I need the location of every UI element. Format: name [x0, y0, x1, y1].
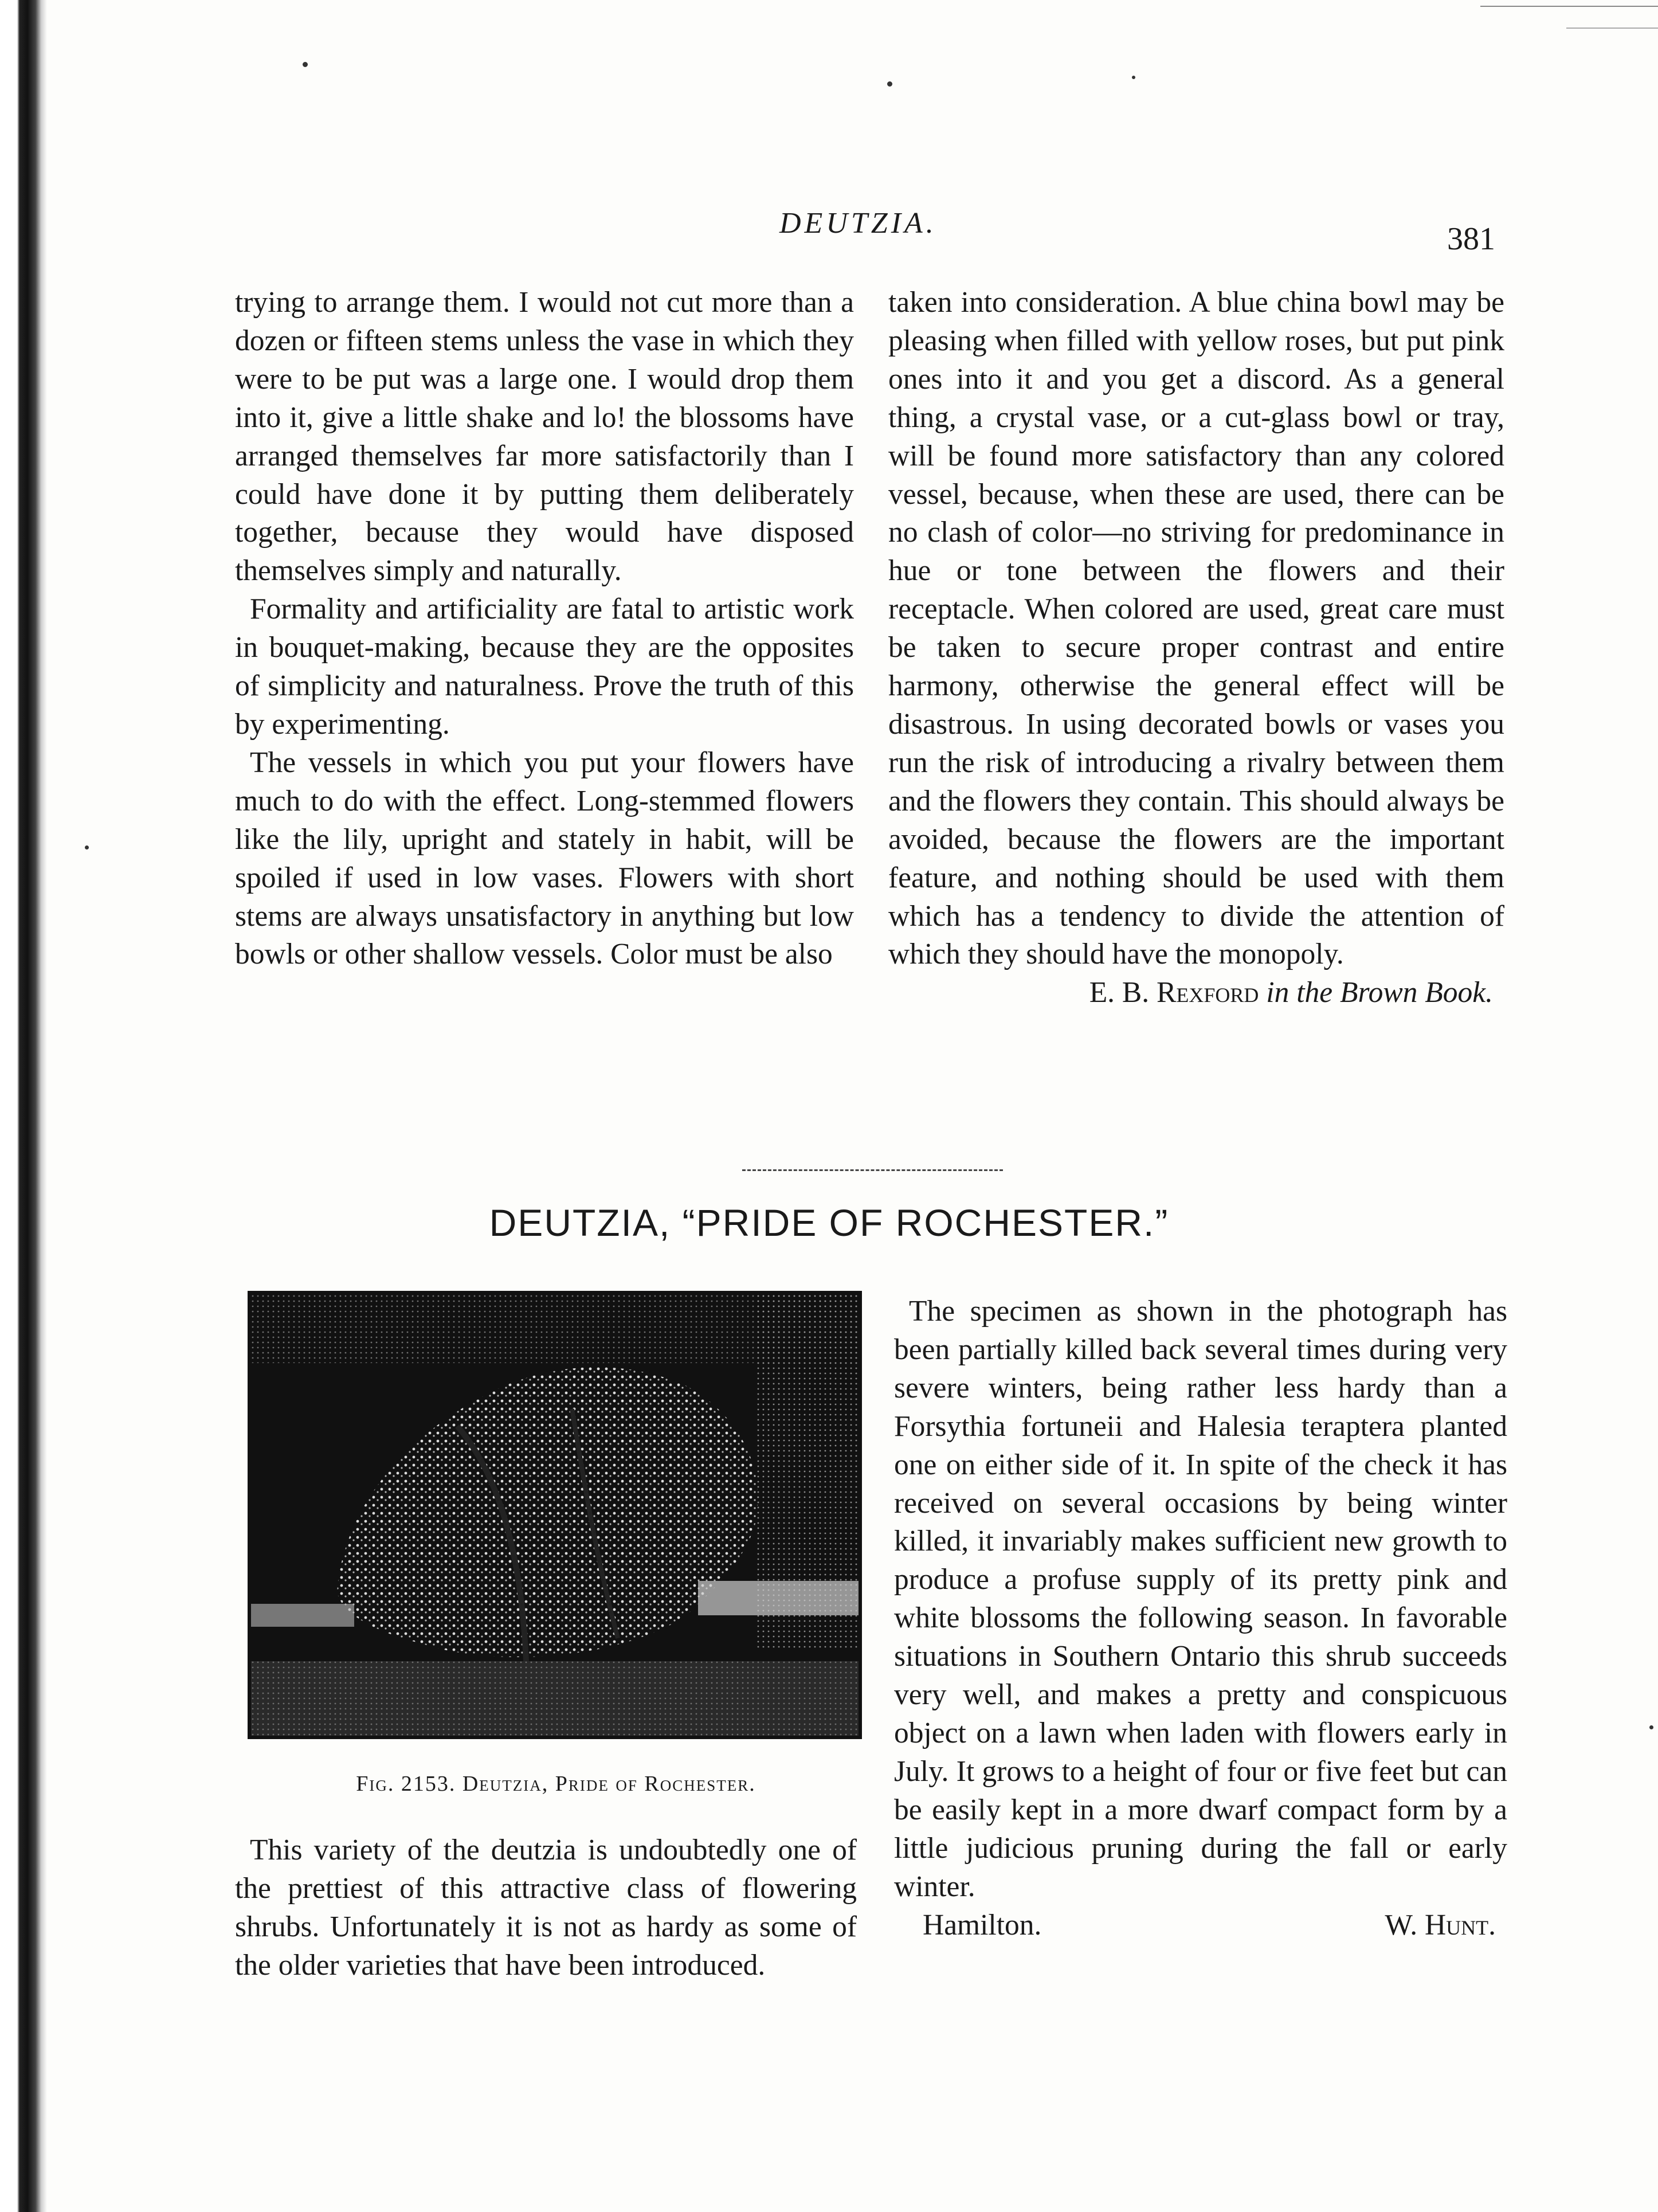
attribution: [888, 974, 1504, 1012]
right-column: [888, 284, 1504, 1012]
ink-speck: [303, 62, 308, 67]
left-column: [235, 284, 854, 974]
section-divider: [742, 1169, 1003, 1171]
signature-line: [894, 1906, 1507, 1945]
figure-caption: Fig. 2153. Deutzia, Pride of Rochester.: [356, 1772, 756, 1796]
paragraph: Formality and artificiality are fatal to artistic work in bouquet-making, because they are the opposites of simplicity and naturalness. Prove the truth of this by experimenting.: [235, 593, 854, 741]
paragraph: The specimen as shown in the photograph has been partially killed back several times during very severe winters, being rather less hardy than a Forsythia fortuneii and Halesia teraptera planted one on either side of it. In spite of the check it has received on several occasions by being winter killed, it invariably makes sufficient new growth to produce a profuse supply of its pretty pink and white blossoms the following season. In favorable situations in Southern Ontario this shrub succeeds very well, and makes a pretty and conspicuous object on a lawn when laden with flowers early in July. It grows to a height of four or five feet but can be easily kept in a more dwarf compact form by a little judicious pruning during the fall or early winter.: [894, 1295, 1507, 1903]
ink-speck: [1649, 1725, 1653, 1729]
book-binding-edge: [0, 0, 47, 2212]
page-number: 381: [1447, 221, 1495, 257]
running-head: DEUTZIA.: [779, 207, 937, 240]
right-column-article2: [894, 1293, 1507, 1944]
ink-speck: [1132, 76, 1135, 79]
scan-edge-line: [1566, 28, 1658, 29]
article-title: DEUTZIA, “PRIDE OF ROCHESTER.”: [489, 1201, 1169, 1244]
paragraph: The vessels in which you put your flowers have much to do with the effect. Long-stemmed flowers like the lily, upright and stately in habit, will be spoiled if used in low vases. Flowers with short stems are always unsatisfactory in anything but low bowls or other shallow vessels. Color must be also: [235, 746, 854, 971]
ink-speck: [85, 845, 89, 849]
scan-edge-line: [1480, 6, 1658, 7]
attribution-source: in the Brown Book.: [1266, 976, 1493, 1009]
left-column-article2: [235, 1831, 857, 1985]
paragraph: trying to arrange them. I would not cut more than a dozen or fifteen stems unless the vase in which they were to be put was a large one. I would drop them into it, give a little shake and lo! the blossoms have arranged themselves far more satisfactorily than I could have done it by putting them deliberately together, because they would have disposed themselves simply and naturally.: [235, 286, 854, 588]
deutzia-photograph: [248, 1291, 862, 1739]
shrub-photo-image: [251, 1294, 859, 1736]
paragraph: This variety of the deutzia is undoubtedly one of the prettiest of this attractive class of flowering shrubs. Unfortunately it is not as hardy as some of the older varieties that have been introduced.: [235, 1834, 857, 1982]
paragraph: taken into consideration. A blue china bowl may be pleasing when filled with yellow roses, but put pink ones into it and you get a discord. As a general thing, a crystal vase, or a cut-glass bowl or tray, will be found more satisfactory than any colored vessel, because, when these are used, there can be no clash of color—no striving for predominance in hue or tone between the flowers and their receptacle. When colored are used, great care must be taken to secure proper contrast and entire harmony, otherwise the general effect will be disastrous. In using decorated bowls or vases you run the risk of introducing a rivalry between them and the flowers they contain. This should always be avoided, because the flowers are the important feature, and nothing should be used with them which has a tendency to divide the attention of which they should have the monopoly.: [888, 286, 1504, 971]
place-name: Hamilton.: [923, 1908, 1042, 1941]
ink-speck: [887, 81, 892, 87]
author-signature: W. Hunt.: [1385, 1908, 1496, 1941]
attribution-author: E. B. Rexford: [1089, 976, 1259, 1009]
